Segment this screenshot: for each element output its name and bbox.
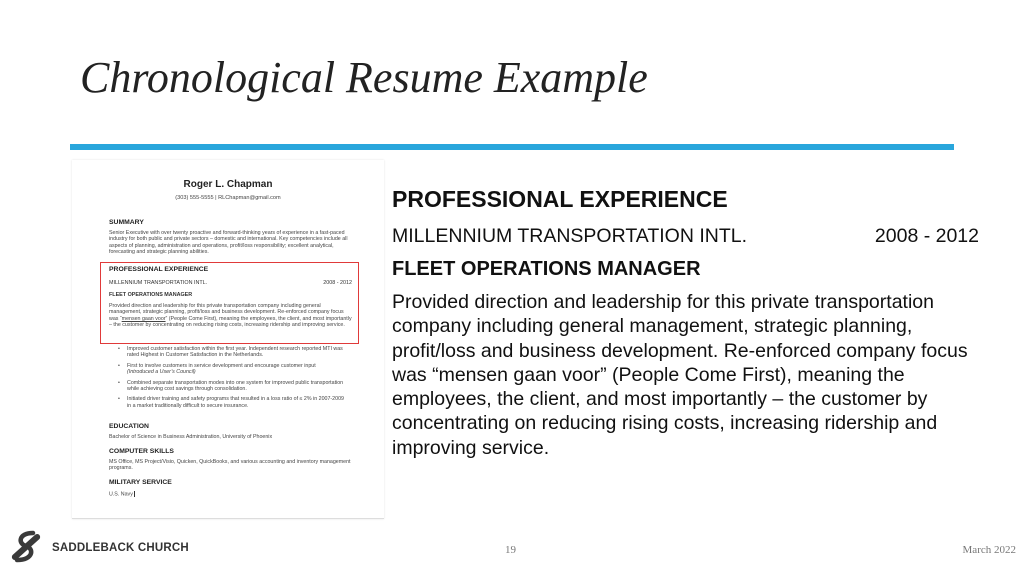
list-item: • Improved customer satisfaction within the first year. Independent research reported MTI was rated Highest in Customer Satisfaction in the Netherlands. — [118, 346, 348, 359]
excerpt-heading: PROFESSIONAL EXPERIENCE — [392, 186, 728, 212]
title-divider — [70, 144, 954, 150]
resume-job-text: Provided direction and leadership for this private transportation company including general management, strategic planning, profit/loss and business development. Re-enforced company focus was “mensen gaan voor” (People Come First), meaning the employees, the client, and most importantly – the customer by concentrating on reducing rising costs, increasing ridership and improving service. — [109, 303, 352, 329]
resume-education-heading: EDUCATION — [109, 423, 149, 430]
resume-summary-text: Senior Executive with over twenty proactive and forward-thinking years of experience in a fast-paced industry for both public and private sectors – domestic and international. Key competencies include all aspects of planning, administration and operations, profit/loss responsibility; excellent analytical, forecasting and strategic planning abilities. — [109, 230, 348, 256]
list-item: • Initiated driver training and safety programs that resulted in a loss ratio of ≤ 2% in 2007-2009 in a market traditionally difficult to secure insurance. — [118, 396, 348, 409]
resume-contact: (303) 555-5555 | RLChapman@gmail.com — [175, 195, 281, 201]
resume-dates: 2008 - 2012 — [323, 280, 352, 286]
list-item: • First to involve customers in service development and encourage customer input (Introduced a User’s Council) — [118, 363, 348, 376]
resume-thumbnail — [72, 160, 384, 519]
resume-company: MILLENNIUM TRANSPORTATION INTL. — [109, 280, 208, 286]
text-cursor — [134, 491, 135, 497]
slide-title: Chronological Resume Example — [80, 53, 648, 102]
resume-experience-heading: PROFESSIONAL EXPERIENCE — [109, 266, 209, 273]
resume-bullet-note: (Introduced a User’s Council) — [127, 369, 196, 376]
resume-name: Roger L. Chapman — [183, 179, 273, 190]
experience-excerpt — [392, 186, 992, 460]
excerpt-company-row — [392, 225, 979, 247]
resume-military-text: U.S. Navy — [109, 491, 133, 498]
list-item: • Combined separate transportation modes into one system for improved public transportation while achieving cost savings through consolidation. — [118, 380, 348, 393]
resume-education-text: Bachelor of Science in Business Administration, University of Phoenix — [109, 434, 273, 440]
experience-highlight-box — [100, 262, 359, 344]
resume-job-title: FLEET OPERATIONS MANAGER — [109, 292, 193, 298]
resume-bullet-list — [118, 346, 348, 413]
page-number: 19 — [505, 544, 516, 556]
excerpt-company: MILLENNIUM TRANSPORTATION INTL. — [392, 225, 748, 247]
resume-military-heading: MILITARY SERVICE — [109, 479, 172, 486]
excerpt-dates: 2008 - 2012 — [874, 225, 979, 247]
resume-skills-text: MS Office, MS Project/Visio, Quicken, QuickBooks, and various accounting and inventory management programs. — [109, 459, 351, 472]
saddleback-logo-icon — [6, 527, 46, 567]
resume-skills-heading: COMPUTER SKILLS — [109, 448, 174, 455]
slide-date: March 2022 — [962, 544, 1016, 556]
excerpt-description: Provided direction and leadership for this private transportation company including general management, strategic planning, profit/loss and business development. Re-enforced company focus was “mensen gaan voor” (People Come First), meaning the employees, the client, and most importantly – the customer by concentrating on reducing rising costs, increasing ridership and improving service. — [392, 291, 968, 459]
excerpt-job-title: FLEET OPERATIONS MANAGER — [392, 258, 701, 280]
resume-military-row — [109, 491, 352, 498]
organization-name: SADDLEBACK CHURCH — [52, 542, 189, 554]
resume-summary-heading: SUMMARY — [109, 219, 144, 226]
resume-dutch-phrase: mensen gaan voor — [121, 315, 166, 322]
